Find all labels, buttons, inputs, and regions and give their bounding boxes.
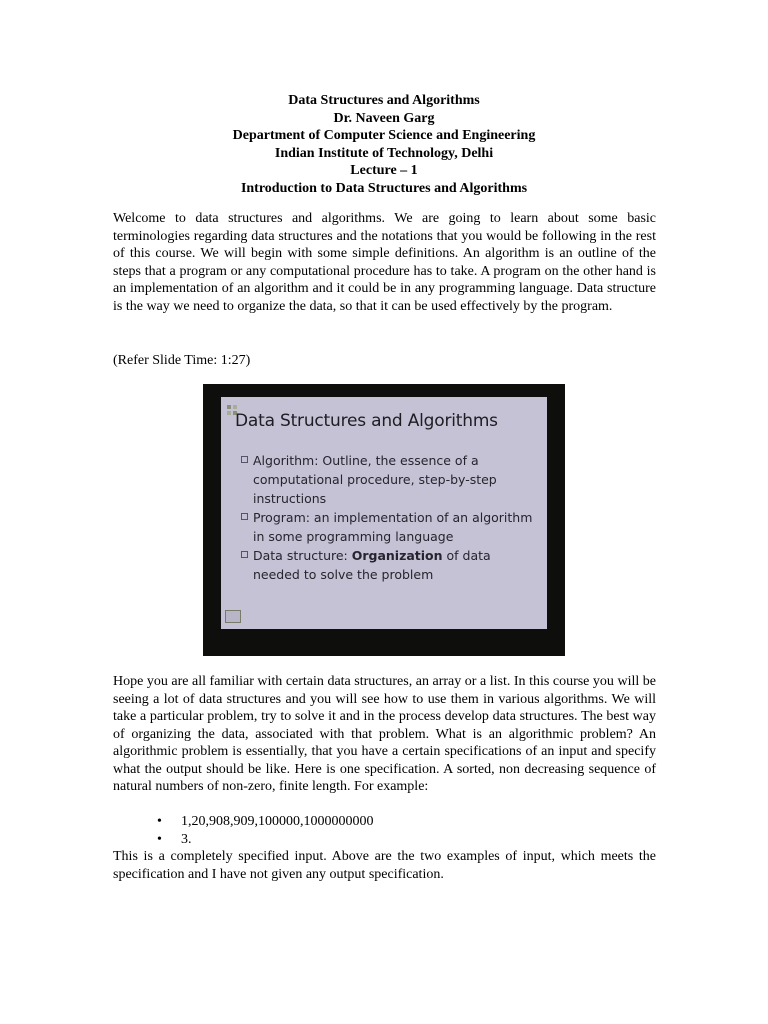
institute: Indian Institute of Technology, Delhi	[274, 145, 494, 161]
paragraph-intro: Welcome to data structures and algorithms. We are going to learn about some basic terminologies regarding data structures and the notations that you would be following in the rest of this course. We will begin with some simple definitions. An algorithm is an outline of the steps that a program or any computational procedure has to take. A program on the other hand is an implementation of an algorithm and it could be in any programming language. Data structure is the way we need to organize the data, so that it can be used effectively by the program.	[113, 211, 656, 314]
slide-bullet-item	[241, 546, 541, 584]
lecture-number: Lecture – 1	[350, 163, 418, 178]
slide-bullet-bold-text: Organization	[351, 548, 443, 563]
checkbox-bullet-icon	[241, 551, 248, 558]
paragraph-conclusion: This is a completely specified input. Above are the two examples of input, which meets the specification and I have not given any output specification.	[113, 849, 656, 882]
lecture-title: Introduction to Data Structures and Algorithms	[240, 180, 528, 196]
document-header	[0, 92, 768, 197]
slide-bullet-text: Algorithm: Outline, the essence of a computational procedure, step-by-step instructions	[253, 453, 497, 506]
list-item: • 3.	[113, 831, 656, 849]
slide-bullet-text: of data needed to solve the problem	[253, 548, 491, 582]
author-name: Dr. Naveen Garg	[333, 110, 435, 126]
slide-content	[221, 397, 547, 629]
slide-corner-icon	[225, 610, 241, 623]
slide-title: Data Structures and Algorithms	[235, 411, 498, 431]
slide-bullet-item	[241, 451, 541, 508]
course-title: Data Structures and Algorithms	[288, 93, 480, 108]
checkbox-bullet-icon	[241, 513, 248, 520]
refer-slide-time: (Refer Slide Time: 1:27)	[113, 353, 251, 368]
department: Department of Computer Science and Engineering	[232, 128, 536, 143]
slide-image	[203, 384, 565, 656]
example-list	[113, 813, 656, 848]
slide-bullet-text: Program: an implementation of an algorithm in some programming language	[253, 510, 533, 544]
list-item: • 1,20,908,909,100000,1000000000	[113, 813, 656, 831]
checkbox-bullet-icon	[241, 456, 248, 463]
paragraph-problem: Hope you are all familiar with certain data structures, an array or a list. In this course you will be seeing a lot of data structures and you will see how to use them in various algorithms. We will take a particular problem, try to solve it and in the process develop data structures. The best way of organizing the data, associated with that problem. What is an algorithmic problem? An algorithmic problem is essentially, that you have a certain specifications of an input and specify what the output should be like. Here is one specification. A sorted, non decreasing sequence of natural numbers of non-zero, finite length. For example:	[113, 674, 656, 794]
slide-bullet-text: Data structure:	[253, 548, 352, 563]
slide-bullet-list	[241, 451, 541, 584]
slide-bullet-item	[241, 508, 541, 546]
